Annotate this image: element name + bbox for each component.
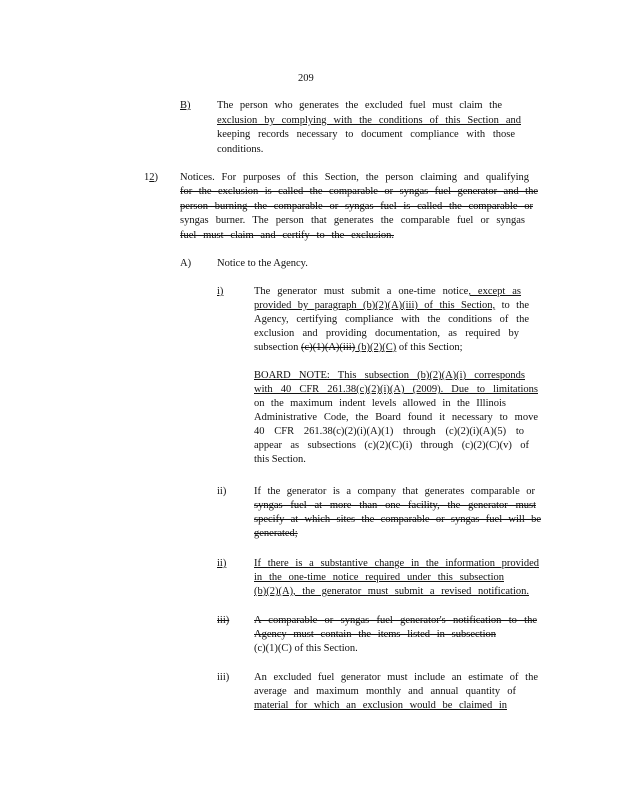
- ii-old-line-3-struck: specify at which sites the comparable or syngas fuel will be: [254, 514, 541, 525]
- board-note-line-5: 40 CFR 261.38(c)(2)(i)(A)(1) through (c)(2)(i)(A)(5) to: [254, 426, 524, 437]
- ii-new-line-1: If there is a substantive change in the information provided: [254, 558, 539, 569]
- item-label-ii-old: ii): [217, 486, 227, 497]
- section-label-num-underlined: 2: [149, 172, 155, 183]
- ii-old-line-2-struck: syngas fuel at more than one facility, the generator must: [254, 500, 536, 511]
- item-label-i: i): [217, 286, 224, 297]
- ii-new-line-3: (b)(2)(A), the generator must submit a revised notification.: [254, 586, 529, 597]
- iii-new-line-3: material for which an exclusion would be claimed in: [254, 700, 507, 711]
- notices-line-4: syngas burner. The person that generates the comparable fuel or syngas: [180, 215, 525, 226]
- notices-line-5-struck: fuel must claim and certify to the exclusion.: [180, 230, 394, 241]
- i-line-2: [254, 299, 529, 313]
- i-line-1-text: The generator must submit a one-time notice: [254, 286, 469, 297]
- i-line-2-text: to the: [495, 300, 529, 311]
- i-line-3: Agency, certifying compliance with the conditions of the: [254, 314, 529, 325]
- iii-old-line-2-struck: Agency must contain the items listed in subsection: [254, 629, 496, 640]
- board-note-line-4: Administrative Code, the Board found it necessary to move: [254, 412, 538, 423]
- ii-new-line-2: in the one-time notice required under this subsection: [254, 572, 504, 583]
- b-line-2: exclusion by complying with the conditions of this Section and: [217, 115, 521, 126]
- section-label-num: 1: [144, 172, 150, 183]
- b-line-4: conditions.: [217, 144, 264, 155]
- board-note-line-6: appear as subsections (c)(2)(C)(i) through (c)(2)(C)(v) of: [254, 440, 529, 451]
- item-label-iii-old: iii): [217, 615, 230, 626]
- ii-old-line-4-struck: generated;: [254, 528, 298, 539]
- i-line-1: [254, 285, 521, 299]
- i-line-5-end: of this Section;: [396, 342, 463, 353]
- i-line-4: exclusion and providing documentation, as required by: [254, 328, 519, 339]
- i-line-5-inserted: (b)(2)(C): [355, 342, 397, 353]
- notices-line-2-struck: for the exclusion is called the comparable or syngas fuel generator and the: [180, 186, 538, 197]
- item-label-a: A): [180, 258, 192, 269]
- notices-line-3-struck: person burning the comparable or syngas fuel is called the comparable or: [180, 201, 533, 212]
- board-note-line-2: with 40 CFR 261.38(c)(2)(i)(A) (2009). Due to limitations: [254, 384, 538, 395]
- a-heading: Notice to the Agency.: [217, 258, 308, 269]
- i-line-5-text: subsection: [254, 342, 301, 353]
- item-label-iii-new: iii): [217, 672, 230, 683]
- board-note-line-7: this Section.: [254, 454, 306, 465]
- i-line-5-struck: (c)(1)(A)(iii): [300, 342, 356, 353]
- ii-old-line-1: If the generator is a company that generates comparable or: [254, 486, 535, 497]
- i-line-2-inserted: provided by paragraph (b)(2)(A)(iii) of this Section,: [254, 300, 496, 311]
- notices-line-1: Notices. For purposes of this Section, the person claiming and qualifying: [180, 172, 529, 183]
- b-line-1: The person who generates the excluded fuel must claim the: [217, 100, 502, 111]
- board-note-line-3: on the maximum indent levels allowed in the Illinois: [254, 398, 506, 409]
- page-number: 209: [298, 73, 314, 84]
- board-note-line-1: BOARD NOTE: This subsection (b)(2)(A)(i) corresponds: [254, 370, 525, 381]
- section-label-close: ): [154, 172, 158, 183]
- i-line-5: [254, 341, 463, 355]
- b-line-3: keeping records necessary to document compliance with those: [217, 129, 515, 140]
- iii-old-line-1-struck: A comparable or syngas fuel generator's notification to the: [254, 615, 537, 626]
- section-label: [144, 171, 158, 185]
- iii-new-line-1: An excluded fuel generator must include an estimate of the: [254, 672, 538, 683]
- item-label-b: B): [180, 100, 191, 111]
- i-line-1-inserted: , except as: [468, 286, 522, 297]
- iii-new-line-2: average and maximum monthly and annual quantity of: [254, 686, 516, 697]
- iii-old-line-3: (c)(1)(C) of this Section.: [254, 643, 358, 654]
- item-label-ii-new: ii): [217, 558, 227, 569]
